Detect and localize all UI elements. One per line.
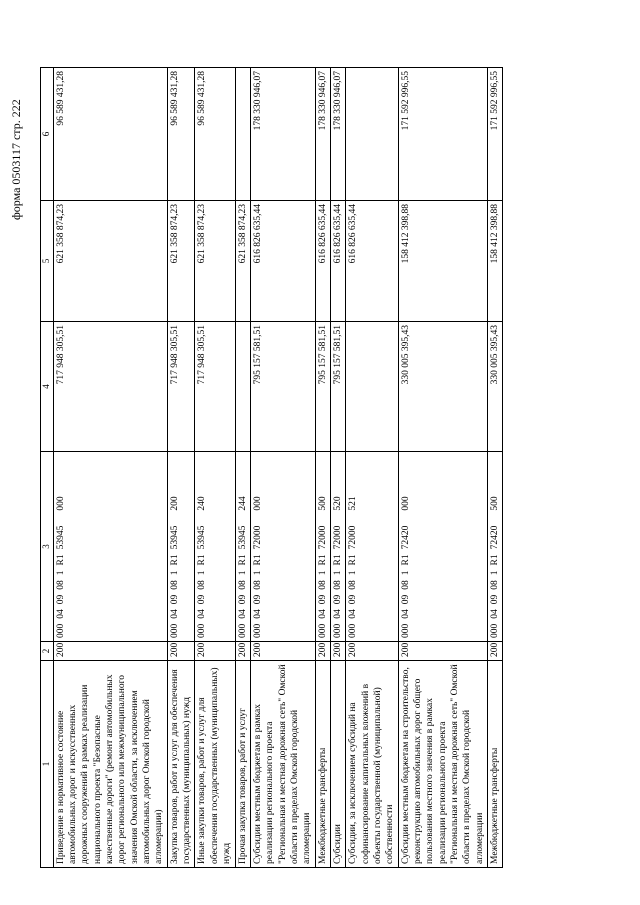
code-part: 000 xyxy=(252,496,263,511)
budget-code-cell xyxy=(315,452,330,642)
approved-amount-cell: 795 157 581,51 xyxy=(250,322,315,452)
code-part: 000 xyxy=(348,623,359,638)
code-part: 09 xyxy=(252,594,263,605)
row-name-cell: Межбюджетные трансферты xyxy=(488,661,503,868)
code-part: 72000 xyxy=(332,525,343,550)
budget-code-cell xyxy=(330,452,345,642)
line-code-cell: 200 xyxy=(53,642,167,661)
approved-amount-cell xyxy=(235,322,250,452)
code-part: 000 xyxy=(400,496,411,511)
code-part: R1 xyxy=(252,554,263,566)
code-part: 000 xyxy=(400,623,411,638)
budget-code-cell xyxy=(235,452,250,642)
code-part: 240 xyxy=(197,496,208,511)
code-part: 500 xyxy=(490,496,501,511)
unexecuted-amount-cell: 96 589 431,28 xyxy=(53,68,167,201)
unexecuted-amount-cell: 96 589 431,28 xyxy=(167,68,195,201)
budget-code-cell xyxy=(53,452,167,642)
code-part: 08 xyxy=(252,580,263,590)
row-name-cell: Субсидии, за исключением субсидий на софинансирование капитальных вложений в объекты государственной (муниципальной) собственности xyxy=(346,661,398,868)
code-part: 08 xyxy=(348,580,359,590)
code-part: 09 xyxy=(55,594,66,605)
code-part: 53945 xyxy=(55,525,66,550)
table-row xyxy=(398,68,487,868)
code-part: R1 xyxy=(169,554,180,566)
code-part: 08 xyxy=(237,580,248,590)
code-part: 1 xyxy=(169,570,180,576)
code-part: R1 xyxy=(317,554,328,566)
table-row xyxy=(488,68,503,868)
form-label: форма 0503117 стр. 222 xyxy=(9,99,23,220)
header-cell: 2 xyxy=(41,642,54,661)
code-part: 000 xyxy=(55,623,66,638)
code-part: 72000 xyxy=(348,525,359,550)
code-part: 1 xyxy=(317,570,328,576)
code-part: 53945 xyxy=(169,525,180,550)
budget-code-cell xyxy=(398,452,487,642)
executed-amount-cell: 621 358 874,23 xyxy=(167,201,195,322)
code-part: 04 xyxy=(237,609,248,619)
unexecuted-amount-cell xyxy=(346,68,398,201)
code-part: 09 xyxy=(348,594,359,605)
code-part: 09 xyxy=(237,594,248,605)
code-part: 1 xyxy=(332,570,343,576)
code-part: 72420 xyxy=(490,525,501,550)
code-part: 09 xyxy=(400,594,411,605)
code-part: 1 xyxy=(197,570,208,576)
line-code-cell: 200 xyxy=(195,642,235,661)
row-name-cell: Закупка товаров, работ и услуг для обеспечения государственных (муниципальных) нужд xyxy=(167,661,195,868)
code-part: 1 xyxy=(348,570,359,576)
code-part: 1 xyxy=(237,570,248,576)
code-part: R1 xyxy=(400,554,411,566)
approved-amount-cell: 330 005 395,43 xyxy=(488,322,503,452)
code-part: 000 xyxy=(197,623,208,638)
executed-amount-cell: 616 826 635,44 xyxy=(330,201,345,322)
code-part: 08 xyxy=(55,580,66,590)
code-part: R1 xyxy=(197,554,208,566)
code-part: 53945 xyxy=(197,525,208,550)
row-name-cell: Межбюджетные трансферты xyxy=(315,661,330,868)
table-row xyxy=(250,68,315,868)
table-row xyxy=(330,68,345,868)
code-part: 04 xyxy=(55,609,66,619)
row-name-cell: Прочая закупка товаров, работ и услуг xyxy=(235,661,250,868)
line-code-cell: 200 xyxy=(488,642,503,661)
code-part: R1 xyxy=(55,554,66,566)
approved-amount-cell: 795 157 581,51 xyxy=(315,322,330,452)
executed-amount-cell: 158 412 398,88 xyxy=(488,201,503,322)
code-part: 000 xyxy=(237,623,248,638)
approved-amount-cell: 717 948 305,51 xyxy=(167,322,195,452)
executed-amount-cell: 616 826 635,44 xyxy=(250,201,315,322)
table-row xyxy=(195,68,235,868)
code-part: 1 xyxy=(252,570,263,576)
code-part: R1 xyxy=(490,554,501,566)
line-code-cell: 200 xyxy=(330,642,345,661)
line-code-cell: 200 xyxy=(346,642,398,661)
unexecuted-amount-cell: 171 592 996,55 xyxy=(488,68,503,201)
line-code-cell: 200 xyxy=(250,642,315,661)
unexecuted-amount-cell: 178 330 946,07 xyxy=(315,68,330,201)
table-row xyxy=(53,68,167,868)
table-row xyxy=(346,68,398,868)
line-code-cell: 200 xyxy=(235,642,250,661)
code-part: 500 xyxy=(317,496,328,511)
table-row xyxy=(315,68,330,868)
header-cell: 1 xyxy=(41,661,54,868)
header-cell: 3 xyxy=(41,452,54,642)
approved-amount-cell: 717 948 305,51 xyxy=(195,322,235,452)
code-part: 08 xyxy=(332,580,343,590)
code-part: 09 xyxy=(490,594,501,605)
row-name-cell: Субсидии местным бюджетам в рамках реализации регионального проекта "Региональная и местная дорожная сеть" Омской области в пределах Омской городской агломерации xyxy=(250,661,315,868)
header-cell: 5 xyxy=(41,201,54,322)
code-part: 000 xyxy=(490,623,501,638)
code-part: 04 xyxy=(400,609,411,619)
header-cell: 6 xyxy=(41,68,54,201)
code-part: 000 xyxy=(317,623,328,638)
code-part: 000 xyxy=(332,623,343,638)
line-code-cell: 200 xyxy=(398,642,487,661)
approved-amount-cell: 795 157 581,51 xyxy=(330,322,345,452)
code-part: 521 xyxy=(348,496,359,511)
executed-amount-cell: 621 358 874,23 xyxy=(195,201,235,322)
executed-amount-cell: 616 826 635,44 xyxy=(346,201,398,322)
budget-code-cell xyxy=(167,452,195,642)
row-name-cell: Иные закупки товаров, работ и услуг для обеспечения государственных (муниципальных) нужд xyxy=(195,661,235,868)
approved-amount-cell xyxy=(346,322,398,452)
executed-amount-cell: 621 358 874,23 xyxy=(53,201,167,322)
unexecuted-amount-cell xyxy=(235,68,250,201)
code-part: 08 xyxy=(169,580,180,590)
code-part: 08 xyxy=(490,580,501,590)
code-part: 09 xyxy=(169,594,180,605)
executed-amount-cell: 616 826 635,44 xyxy=(315,201,330,322)
code-part: 09 xyxy=(332,594,343,605)
code-part: 000 xyxy=(55,496,66,511)
code-part: 04 xyxy=(348,609,359,619)
budget-code-cell xyxy=(346,452,398,642)
code-part: 08 xyxy=(197,580,208,590)
approved-amount-cell: 717 948 305,51 xyxy=(53,322,167,452)
executed-amount-cell: 158 412 398,88 xyxy=(398,201,487,322)
code-part: 1 xyxy=(490,570,501,576)
code-part: 244 xyxy=(237,496,248,511)
header-cell: 4 xyxy=(41,322,54,452)
code-part: 53945 xyxy=(237,525,248,550)
code-part: 04 xyxy=(169,609,180,619)
code-part: 08 xyxy=(317,580,328,590)
unexecuted-amount-cell: 171 592 996,55 xyxy=(398,68,487,201)
approved-amount-cell: 330 005 395,43 xyxy=(398,322,487,452)
code-part: 04 xyxy=(317,609,328,619)
code-part: 04 xyxy=(252,609,263,619)
code-part: R1 xyxy=(237,554,248,566)
code-part: 520 xyxy=(332,496,343,511)
code-part: R1 xyxy=(348,554,359,566)
line-code-cell: 200 xyxy=(167,642,195,661)
code-part: 200 xyxy=(169,496,180,511)
table-row xyxy=(235,68,250,868)
code-part: 09 xyxy=(197,594,208,605)
budget-code-cell xyxy=(250,452,315,642)
code-part: 04 xyxy=(197,609,208,619)
budget-code-cell xyxy=(488,452,503,642)
header-row xyxy=(41,68,54,868)
line-code-cell: 200 xyxy=(315,642,330,661)
code-part: 72000 xyxy=(252,525,263,550)
row-name-cell: Субсидии xyxy=(330,661,345,868)
code-part: 1 xyxy=(400,570,411,576)
code-part: 000 xyxy=(169,623,180,638)
row-name-cell: Приведение в нормативное состояние автомобильных дорог и искусственных дорожных сооружений в рамках реализации национального проекта "Безопасные качественные дороги" (ремонт автомобильных дорог регионального или межмуниципального значения Омской области, за исключением автомобильных дорог Омской городской агломерации) xyxy=(53,661,167,868)
code-part: 1 xyxy=(55,570,66,576)
budget-code-cell xyxy=(195,452,235,642)
code-part: 72420 xyxy=(400,525,411,550)
budget-table xyxy=(40,67,503,868)
code-part: 72000 xyxy=(317,525,328,550)
code-part: R1 xyxy=(332,554,343,566)
code-part: 09 xyxy=(317,594,328,605)
code-part: 04 xyxy=(332,609,343,619)
row-name-cell: Субсидии местным бюджетам на строительство, реконструкцию автомобильных дорог общего пользования местного значения в рамках реализации регионального проекта "Региональная и местная дорожная сеть" Омской области в пределах Омской городской агломерации xyxy=(398,661,487,868)
executed-amount-cell: 621 358 874,23 xyxy=(235,201,250,322)
unexecuted-amount-cell: 178 330 946,07 xyxy=(250,68,315,201)
code-part: 000 xyxy=(252,623,263,638)
code-part: 08 xyxy=(400,580,411,590)
unexecuted-amount-cell: 178 330 946,07 xyxy=(330,68,345,201)
code-part: 04 xyxy=(490,609,501,619)
unexecuted-amount-cell: 96 589 431,28 xyxy=(195,68,235,201)
table-row xyxy=(167,68,195,868)
